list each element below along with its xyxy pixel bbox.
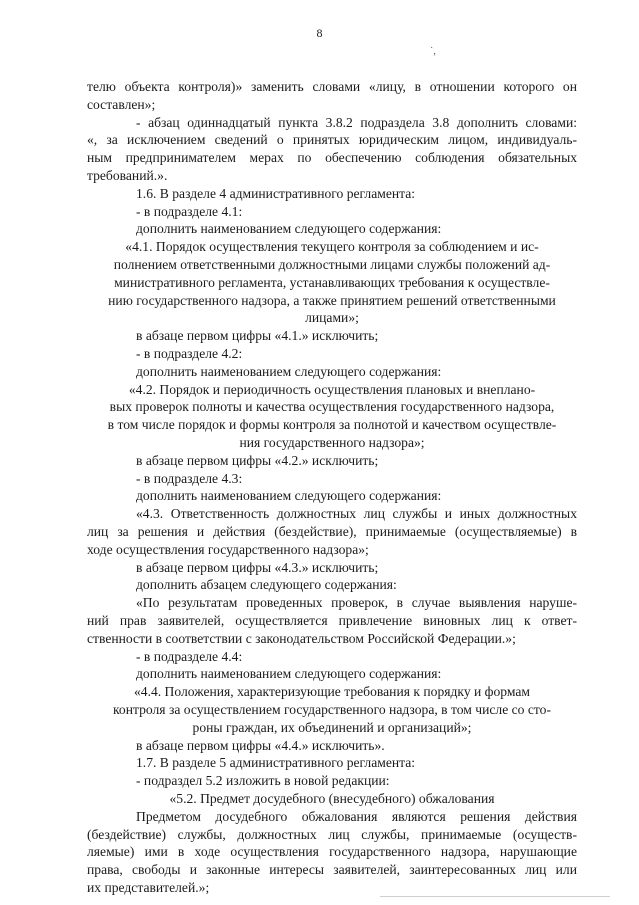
text-line: - в подразделе 4.4: [136, 649, 243, 664]
text-line: роны граждан, их объединений и организаций»; [192, 720, 472, 735]
text-line: - в подразделе 4.2: [136, 346, 243, 361]
text-line: контроля за осуществлением государственного надзора, в том числе со сто- [113, 702, 551, 717]
text-line: полнением ответственными должностными лицами службы положений ад- [113, 257, 551, 272]
text-line: дополнить абзацем следующего содержания: [136, 577, 397, 592]
text-line: - подраздел 5.2 изложить в новой редакции: [136, 773, 390, 788]
text-line: в абзаце первом цифры «4.1.» исключить; [136, 328, 379, 343]
text-line: Предметом досудебного обжалования являются решения действия [136, 809, 577, 824]
text-line: нию государственного надзора, а также принятием решений ответственными [108, 293, 556, 308]
text-line: лицами»; [305, 310, 359, 325]
text-line: - в подразделе 4.1: [136, 204, 243, 219]
text-line: в абзаце первом цифры «4.4.» исключить». [136, 738, 385, 753]
text-line: - абзац одиннадцатый пункта 3.8.2 подраздела 3.8 дополнить словами: [136, 115, 577, 130]
text-line: ственности в соответствии с законодательством Российской Федерации.»; [87, 631, 516, 646]
text-line: ния государственного надзора»; [239, 435, 425, 450]
text-line: их представителей.»; [87, 880, 210, 895]
text-line: «По результатам проведенных проверок, в случае выявления наруше- [136, 595, 577, 610]
text-line: права, свободы и законные интересы заявителей, заинтересованных лиц или [87, 862, 577, 877]
text-line: - в подразделе 4.3: [136, 471, 243, 486]
text-line: ходе осуществления государственного надзора»; [87, 542, 369, 557]
text-line: дополнить наименованием следующего содержания: [136, 666, 442, 681]
text-line: требований.». [87, 168, 168, 183]
text-line: «4.2. Порядок и периодичность осуществления плановых и внеплано- [128, 382, 536, 397]
text-line: «4.3. Ответственность должностных лиц службы и иных должностных [136, 506, 577, 521]
text-line: (бездействие) службы, должностных лиц службы, принимаемые (осуществ- [87, 827, 577, 842]
text-line: в абзаце первом цифры «4.3.» исключить; [136, 560, 379, 575]
text-line: ний прав заявителей, осуществляется привлечение виновных лиц к ответ- [87, 613, 577, 628]
text-line: «5.2. Предмет досудебного (внесудебного) обжалования [169, 791, 495, 806]
text-line: телю объекта контроля)» заменить словами «лицу, в отношении которого он [87, 79, 577, 94]
text-line: ляемые) ими в ходе осуществления государственного надзора, нарушающие [87, 844, 577, 859]
text-line: ным предпринимателем мерах по обеспечению соблюдения обязательных [87, 150, 577, 165]
scan-speck: ˙, [430, 46, 436, 57]
page-number: 8 [316, 26, 323, 40]
text-line: «4.1. Порядок осуществления текущего контроля за соблюдением и ис- [125, 239, 539, 254]
text-line: «, за исключением сведений о принятых юридическим лицом, индивидуаль- [87, 132, 577, 147]
scan-edge-line [380, 896, 610, 897]
text-line: министративного регламента, устанавливающих требования к осуществле- [114, 275, 550, 290]
text-line: в абзаце первом цифры «4.2.» исключить; [136, 453, 379, 468]
text-line: дополнить наименованием следующего содержания: [136, 221, 442, 236]
text-line: вых проверок полноты и качества осуществления государственного надзора, [109, 399, 555, 414]
text-line: составлен»; [87, 97, 156, 112]
text-line: «4.4. Положения, характеризующие требования к порядку и формам [133, 684, 531, 699]
text-line: дополнить наименованием следующего содержания: [136, 364, 442, 379]
text-line: дополнить наименованием следующего содержания: [136, 488, 442, 503]
text-line: в том числе порядок и формы контроля за полнотой и качеством осуществле- [107, 417, 557, 432]
text-line: 1.7. В разделе 5 административного регламента: [136, 755, 416, 770]
text-line: лиц за решения и действия (бездействие), принимаемые (осуществляемые) в [87, 524, 577, 539]
text-line: 1.6. В разделе 4 административного регламента: [136, 186, 416, 201]
